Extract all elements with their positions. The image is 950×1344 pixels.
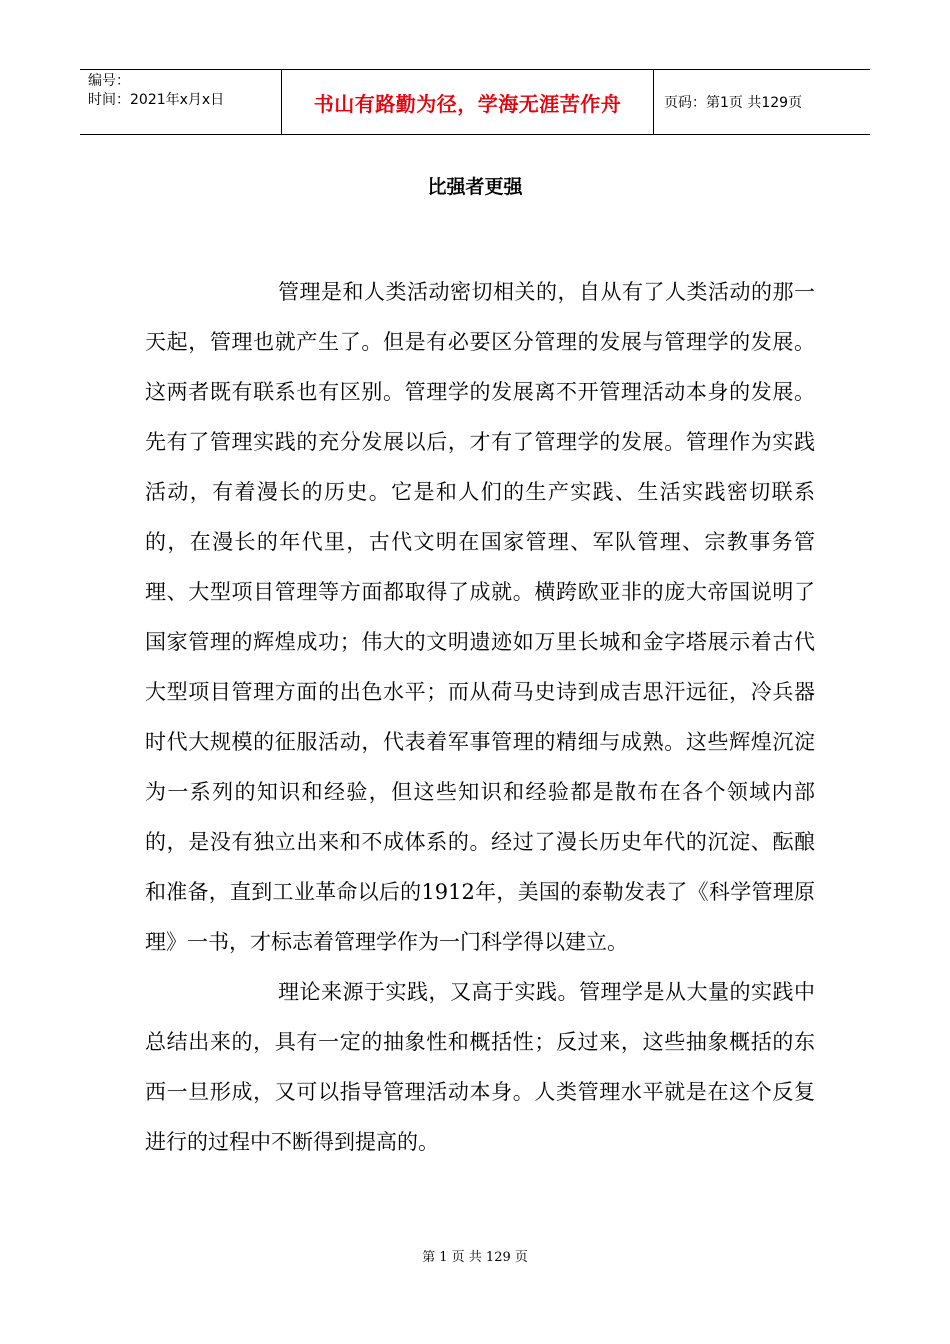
header-meta xyxy=(80,70,282,134)
page-header xyxy=(80,69,870,135)
paragraph: 管理是和人类活动密切相关的，自从有了人类活动的那一天起，管理也就产生了。但是有必要区分管理的发展与管理学的发展。这两者既有联系也有区别。管理学的发展离不开管理活动本身的发展。先有了管理实践的充分发展以后，才有了管理学的发展。管理作为实践活动，有着漫长的历史。它是和人们的生产实践、生活实践密切联系的，在漫长的年代里，古代文明在国家管理、军队管理、宗教事务管理、大型项目管理等方面都取得了成就。横跨欧亚非的庞大帝国说明了国家管理的辉煌成功；伟大的文明遗迹如万里长城和金字塔展示着古代大型项目管理方面的出色水平；而从荷马史诗到成吉思汗远征，冷兵器时代大规模的征服活动，代表着军事管理的精细与成熟。这些辉煌沉淀为一系列的知识和经验，但这些知识和经验都是散布在各个领域内部的，是没有独立出来和不成体系的。经过了漫长历史年代的沉淀、酝酿和准备，直到工业革命以后的1912年，美国的泰勒发表了《科学管理原理》一书，才标志着管理学作为一门科学得以建立。 xyxy=(145,280,815,954)
header-motto: 书山有路勤为径，学海无涯苦作舟 xyxy=(282,70,654,134)
document-title: 比强者更强 xyxy=(427,176,523,198)
number-label: 编号： xyxy=(88,73,130,89)
document-body xyxy=(145,267,815,1167)
paragraph: 理论来源于实践，又高于实践。管理学是从大量的实践中总结出来的，具有一定的抽象性和概括性；反过来，这些抽象概括的东西一旦形成，又可以指导管理活动本身。人类管理水平就是在这个反复进行的过程中不断得到提高的。 xyxy=(145,980,815,1154)
date-label: 时间：2021年x月x日 xyxy=(88,92,225,108)
header-page-info: 页码：第1页 共129页 xyxy=(664,95,803,111)
page-footer: 第 1 页 共 129 页 xyxy=(422,1250,528,1265)
